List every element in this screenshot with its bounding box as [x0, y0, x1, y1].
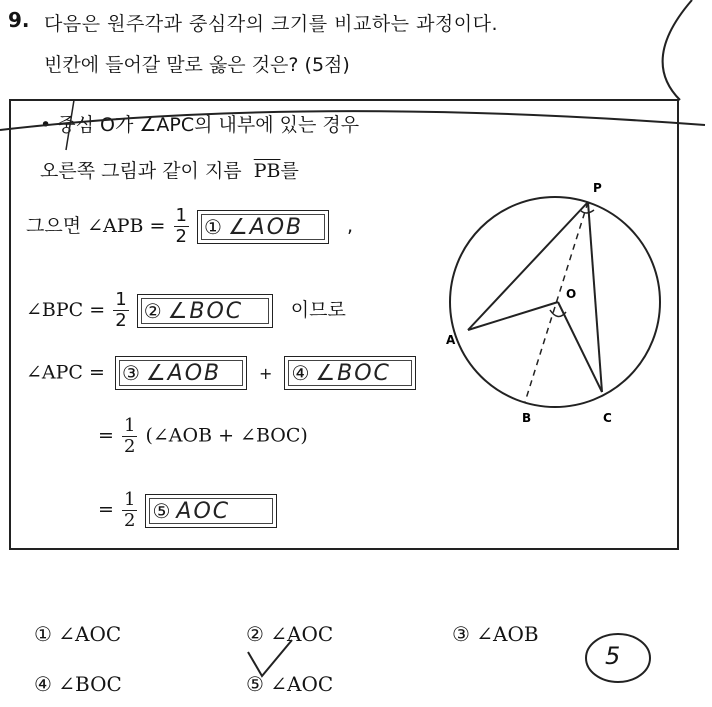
choice-5-mark: ⑤ [246, 672, 264, 696]
frac-den: 2 [175, 226, 187, 247]
frac-den-5: 2 [123, 510, 136, 531]
question-text-line2: 빈칸에 들어갈 말로 옳은 것은? (5점) [44, 54, 350, 76]
choice-5[interactable] [246, 672, 333, 696]
plus-sign: + [259, 363, 273, 383]
blank-2-mark: ② [143, 298, 162, 323]
label-c: C [603, 411, 612, 425]
row1-prefix: 그으면 ∠APB = [26, 215, 166, 237]
blank-4-mark: ④ [291, 361, 310, 385]
choice-4-mark: ④ [34, 672, 52, 696]
choice-1-mark: ① [34, 622, 52, 646]
choice-2-mark: ② [246, 622, 264, 646]
choice-3-text: ∠AOB [476, 622, 539, 646]
case-line: • 중심 O가 ∠APC의 내부에 있는 경우 [40, 114, 360, 136]
draw-line-suffix: 를 [280, 160, 299, 182]
blank-3-mark: ③ [121, 361, 140, 385]
pen-stroke-small [66, 100, 74, 150]
question-text-line1: 다음은 원주각과 중심각의 크기를 비교하는 과정이다. [44, 13, 499, 35]
label-a: A [446, 333, 456, 347]
choice-3-mark: ③ [452, 622, 470, 646]
blank-1-mark: ① [204, 214, 222, 239]
row1-suffix: , [347, 215, 354, 237]
choice-1[interactable] [34, 622, 121, 646]
label-p: P [593, 181, 602, 195]
blank-1-handwriting: ∠AOB [227, 214, 304, 240]
blank-3-handwriting: ∠AOB [145, 361, 222, 386]
choice-2-text: ∠AOC [270, 622, 334, 646]
choice-5-text: ∠AOC [270, 672, 334, 696]
blank-4-handwriting: ∠BOC [315, 361, 391, 386]
row3-prefix: ∠APC = [26, 361, 105, 384]
frac-num-2: 1 [115, 289, 127, 310]
frac-den-2: 2 [115, 310, 127, 331]
row4-prefix: = [98, 424, 114, 447]
frac-num-5: 1 [123, 489, 136, 510]
choice-4-text: ∠BOC [58, 672, 122, 696]
label-o: O [566, 287, 577, 301]
question-number: 9. [8, 8, 30, 32]
frac-num: 1 [175, 205, 187, 226]
row2-prefix: ∠BPC = [26, 299, 106, 321]
choice-2[interactable] [246, 622, 333, 646]
choice-4[interactable] [34, 672, 122, 696]
blank-2-handwriting: ∠BOC [167, 298, 244, 324]
choice-1-text: ∠AOC [58, 622, 122, 646]
blank-5-mark: ⑤ [152, 498, 171, 523]
frac-den-4: 2 [123, 436, 136, 457]
choice-3[interactable] [452, 622, 539, 646]
segment-pb: $\overline{PB}$ [253, 160, 281, 182]
label-b: B [522, 411, 532, 425]
row4-expr: (∠AOB + ∠BOC) [145, 424, 308, 447]
answer-handwriting: 5 [605, 642, 621, 670]
frac-num-4: 1 [123, 415, 136, 436]
row2-suffix: 이므로 [290, 299, 346, 321]
pen-curve-right [663, 0, 692, 100]
pen-stroke-top [0, 111, 705, 130]
row5-prefix: = [98, 498, 114, 521]
blank-5-handwriting: AOC [176, 498, 231, 524]
draw-line-prefix: 오른쪽 그림과 같이 지름 [40, 160, 242, 182]
